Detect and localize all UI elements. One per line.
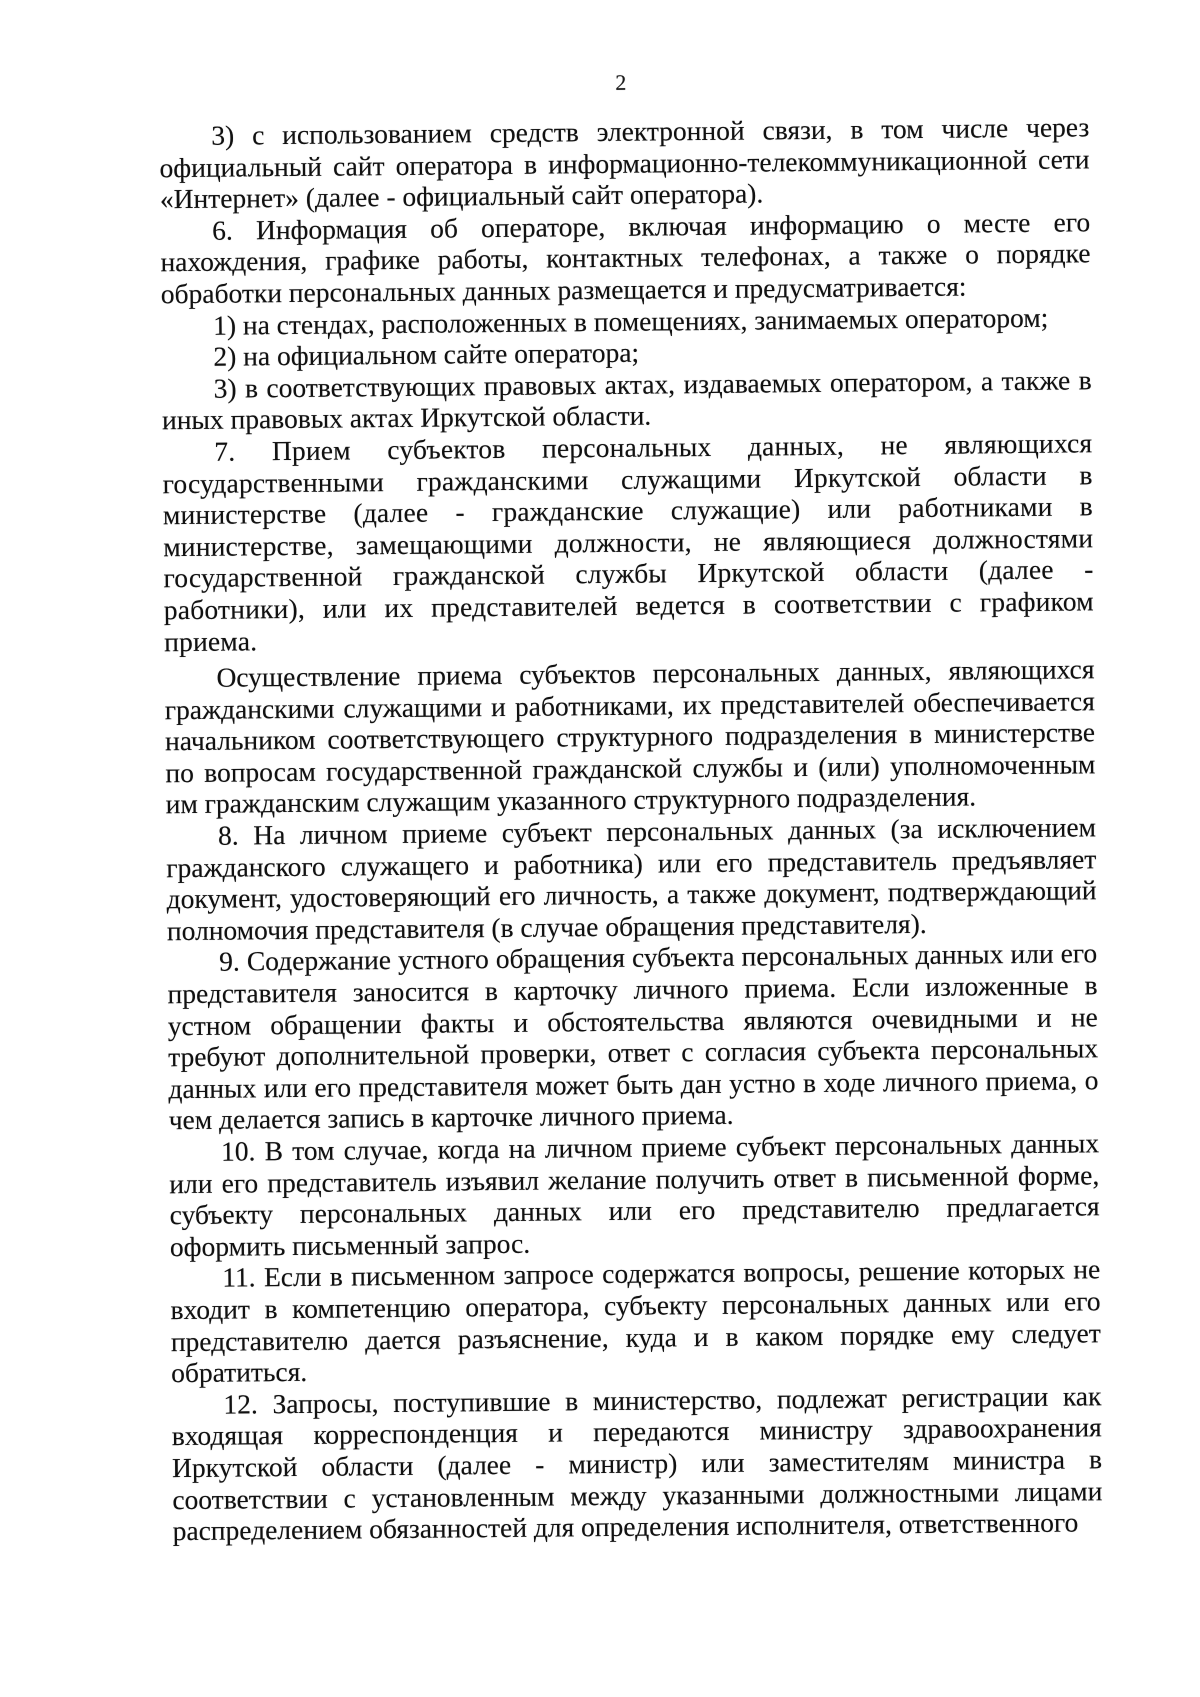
paragraph-item-1-stands: 1) на стендах, расположенных в помещениях, занимаемых оператором; xyxy=(212,301,1049,341)
paragraph-reception-civil-servants: Осуществление приема субъектов персональных данных, являющихся гражданскими служащими и работниками, их представителей обеспечивается начальником соответствующего структурного подразделения в министерстве по вопросам государственной гражданской службы и (или) уполномоченным им гражданским служащим указанного структурного подразделения. xyxy=(164,653,1096,820)
paragraph-item-2-website: 2) на официальном сайте оператора; xyxy=(213,336,640,372)
paragraph-11-competence: 11. Если в письменном запросе содержатся вопросы, решение которых не входит в компетенцию оператора, субъекту персональных данных или его представителю дается разъяснение, куда и в каком порядке ему следует обратиться. xyxy=(170,1253,1101,1389)
paragraph-9-oral-request: 9. Содержание устного обращения субъекта персональных данных или его представителя заносится в карточку личного приема. Если изложенные в устном обращении факты и обстоятельства являются очевидными и не требуют дополнительной проверки, ответ с согласия субъекта персональных данных или его представителя может быть дан устно в ходе личного приема, о чем делается запись в карточке личного приема. xyxy=(167,937,1099,1136)
paragraph-12-registration: 12. Запросы, поступившие в министерство, подлежат регистрации как входящая корреспонденция и передаются министру здравоохранения Иркутской области (далее - министр) или заместителям министра в соответствии с установленным между указанными должностными лицами распределением обязанностей для определения исполнителя, ответственного xyxy=(171,1380,1103,1547)
paragraph-7-reception: 7. Прием субъектов персональных данных, не являющихся государственными гражданскими служащими Иркутской области в министерстве (далее - гражданские служащие) или работниками в министерстве, замещающими должности, не являющиеся должностями государственной гражданской службы Иркутской области (далее - работники), или их представителей ведется в соответствии с графиком приема. xyxy=(162,427,1094,657)
document-body xyxy=(159,111,1103,1547)
paragraph-6-operator-info: 6. Информация об операторе, включая информацию о месте его нахождения, графике работы, контактных телефонах, а также о порядке обработки персональных данных размещается и предусматривается: xyxy=(160,206,1091,310)
paragraph-item-3-legal-acts: 3) в соответствующих правовых актах, издаваемых оператором, а также в иных правовых актах Иркутской области. xyxy=(161,364,1092,436)
page-number: 2 xyxy=(615,69,627,95)
paragraph-8-personal-reception: 8. На личном приеме субъект персональных данных (за исключением гражданского служащего и работника) или его представитель предъявляет документ, удостоверяющий его личность, а также документ, подтверждающий полномочия представителя (в случае обращения представителя). xyxy=(166,811,1097,947)
paragraph-item-3-electronic: 3) с использованием средств электронной связи, в том числе через официальный сайт оператора в информационно-телекоммуникационной сети «Интернет» (далее - официальный сайт оператора). xyxy=(159,111,1090,215)
paragraph-10-written-answer: 10. В том случае, когда на личном приеме субъект персональных данных или его представитель изъявил желание получить ответ в письменной форме, субъекту персональных данных или его представителю предлагается оформить письменный запрос. xyxy=(169,1127,1100,1262)
